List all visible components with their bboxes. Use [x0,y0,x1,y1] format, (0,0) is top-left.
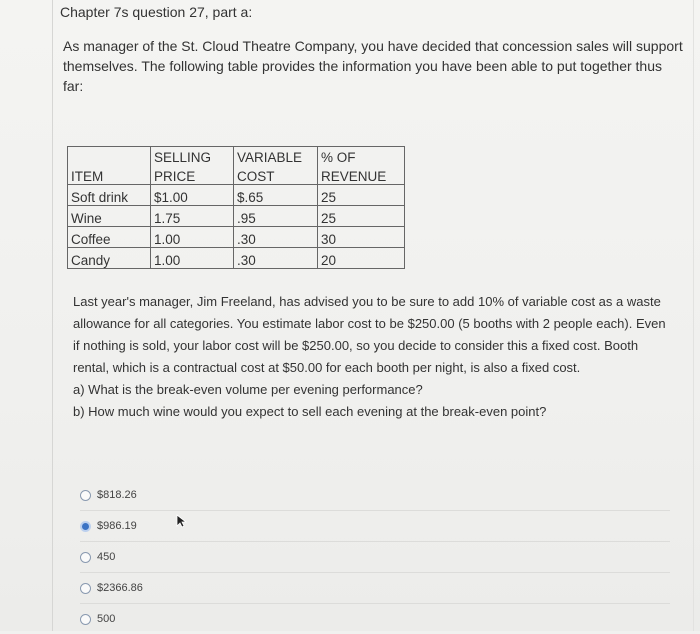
question-paragraph: Last year's manager, Jim Freeland, has advised you to be sure to add 10% of variable cost as a waste allowance for all categories. You estimate labor cost to be $250.00 (5 booths with 2 people each). Even if nothing is sold, your labor cost will be $250.00, so you decide to consider this a fixed cost. Booth rental, which is a contractual cost at $50.00 for each booth per night, is also a fixed cost. [73,294,666,375]
answer-option[interactable] [80,604,670,634]
table-cell: Candy [68,248,151,269]
table-cell: .30 [234,248,318,269]
table-cell: 1.00 [151,248,234,269]
question-title: Chapter 7s question 27, part a: [60,4,253,20]
answer-option-label: $986.19 [97,520,137,532]
answer-option-label: $818.26 [97,489,137,501]
answer-option-label: 450 [97,551,116,563]
answer-option-label: $2366.86 [97,582,143,594]
table-header-cell: REVENUE [318,165,405,185]
radio-button-icon[interactable] [80,552,91,563]
question-body [73,291,673,423]
table-header-cell: % OF [318,147,405,166]
table-header-cell: PRICE [151,165,234,185]
answer-option-label: 500 [97,613,116,625]
table-header-cell: VARIABLE [234,147,318,166]
table-cell: $.65 [234,185,318,206]
table-cell: $1.00 [151,185,234,206]
table-header-cell: SELLING [151,147,234,166]
question-intro: As manager of the St. Cloud Theatre Company, you have decided that concession sales will support themselves. The following table provides the information you have been able to put together thus far: [63,38,683,94]
answer-option[interactable] [80,511,670,542]
table-cell: .95 [234,206,318,227]
table-row [68,227,405,248]
table-cell: 25 [318,185,405,206]
radio-button-selected-icon[interactable] [80,521,91,532]
answer-option[interactable] [80,480,670,511]
table-cell: 1.75 [151,206,234,227]
table-cell: Wine [68,206,151,227]
table-header-row-top [68,147,405,166]
question-part-a: a) What is the break-even volume per evening performance? [73,382,423,397]
table-row [68,248,405,269]
mouse-pointer-icon [176,514,188,528]
table-row [68,206,405,227]
table-header-cell: ITEM [68,165,151,185]
answer-option[interactable] [80,542,670,573]
table-cell: Soft drink [68,185,151,206]
table-header-cell: COST [234,165,318,185]
table-cell: 1.00 [151,227,234,248]
table-cell: Coffee [68,227,151,248]
radio-button-icon[interactable] [80,583,91,594]
table-cell: .30 [234,227,318,248]
table-cell: 25 [318,206,405,227]
table-row [68,185,405,206]
table-header-row-bottom [68,165,405,185]
table-cell: 20 [318,248,405,269]
answer-option[interactable] [80,573,670,604]
table-header-cell [68,147,151,166]
concession-table [67,146,405,269]
question-part-b: b) How much wine would you expect to sell each evening at the break-even point? [73,404,547,419]
radio-button-icon[interactable] [80,490,91,501]
radio-button-icon[interactable] [80,614,91,625]
table-cell: 30 [318,227,405,248]
